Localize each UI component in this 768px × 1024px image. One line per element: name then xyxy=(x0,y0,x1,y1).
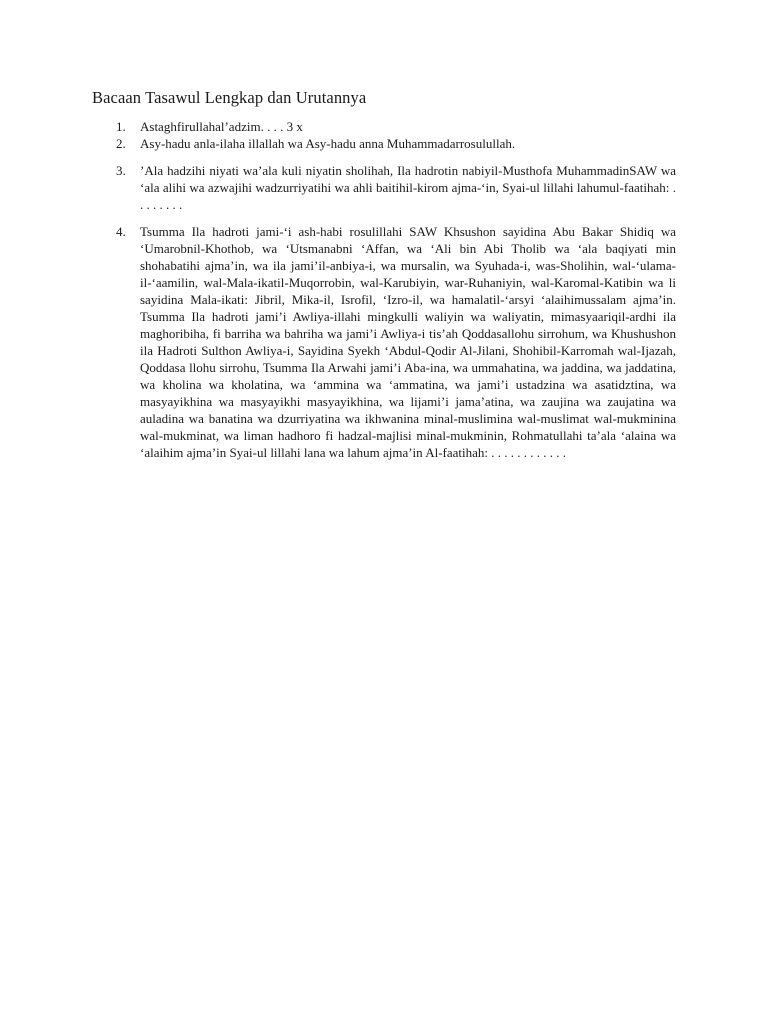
document-title: Bacaan Tasawul Lengkap dan Urutannya xyxy=(92,88,367,107)
list-item-text: Asy-hadu anla-ilaha illallah wa Asy-hadu anna Muhammadarrosulullah. xyxy=(140,136,516,151)
list-item-text: Tsumma Ila hadroti jami-‘i ash-habi rosulillahi SAW Khsushon sayidina Abu Bakar Shidiq wa ‘Umarobnil-Khothob, wa ‘Utsmanabni ‘Affan, wa ‘Ali bin Abi Tholib wa ‘ala baqiyati min shohabatihi ajma’in, wa ila jami’il-anbiya-i, wa mursalin, wa Syuhada-i, was-Sholihin, wal-‘ulama-il-‘aamilin, wal-Mala-ikatil-Muqorrobin, wal-Karubiyin, war-Ruhaniyin, wal-Karomal-Katibin wa li sayidina Mala-ikati: Jibril, Mika-il, Isrofil, ‘Izro-il, wa hamalatil-‘arsyi ‘alaihimussalam ajma’in. Tsumma Ila hadroti jami’i Awliya-illahi mingkulli waliyin wa waliyatin, mimasyaariqil-ardhi ila maghoribiha, fi barriha wa bahriha wa jami’i Awliya-i tis’ah Qoddasallohu sirrohum, wa Khushushon ila Hadroti Sulthon Awliya-i, Sayidina Syekh ‘Abdul-Qodir Al-Jilani, Shohibil-Karromah wal-Ijazah, Qoddasa llohu sirrohu, Tsumma Ila Arwahi jami’i Aba-ina, wa ummahatina, wa jaddina, wa jaddatina, wa kholina wa kholatina, wa ‘ammina wa ‘ammatina, wa jami’i ustadzina wa asatidztina, wa masyayikhina wa masyayikhi masyayikhina, wa lijami’i jama’atina, wa zaujina wa zaujatina wa auladina wa banatina wa dzurriyatina wa ikhwanina minal-muslimina wal-muslimat wal-mukminina wal-mukminat, wa liman hadhoro fi hadzal-majlisi minal-mukminin, Rohmatullahi ta’ala ‘alaina wa ‘alaihim ajma’in Syai-ul lillahi lana wa lahum ajma’in Al-faatihah: . . . . . . . . . . . . xyxy=(140,224,676,460)
list-item-text: ’Ala hadzihi niyati wa’ala kuli niyatin sholihah, Ila hadrotin nabiyil-Musthofa MuhammadinSAW wa ‘ala alihi wa azwajihi wadzurriyatihi wa ahli baitihil-kirom ajma-‘in, Syai-ul lillahi lahumul-faatihah: . . . . . . . . xyxy=(140,163,676,212)
list-item xyxy=(92,135,676,152)
prayer-list xyxy=(92,118,676,461)
document-page xyxy=(92,88,676,461)
list-item-text: Astaghfirullahal’adzim. . . . 3 x xyxy=(140,119,303,134)
list-item xyxy=(92,223,676,461)
list-item-number: 1. xyxy=(116,119,126,134)
list-item xyxy=(92,162,676,213)
list-item-number: 4. xyxy=(116,224,126,239)
list-item-number: 3. xyxy=(116,163,126,178)
list-item-number: 2. xyxy=(116,136,126,151)
list-item xyxy=(92,118,676,135)
